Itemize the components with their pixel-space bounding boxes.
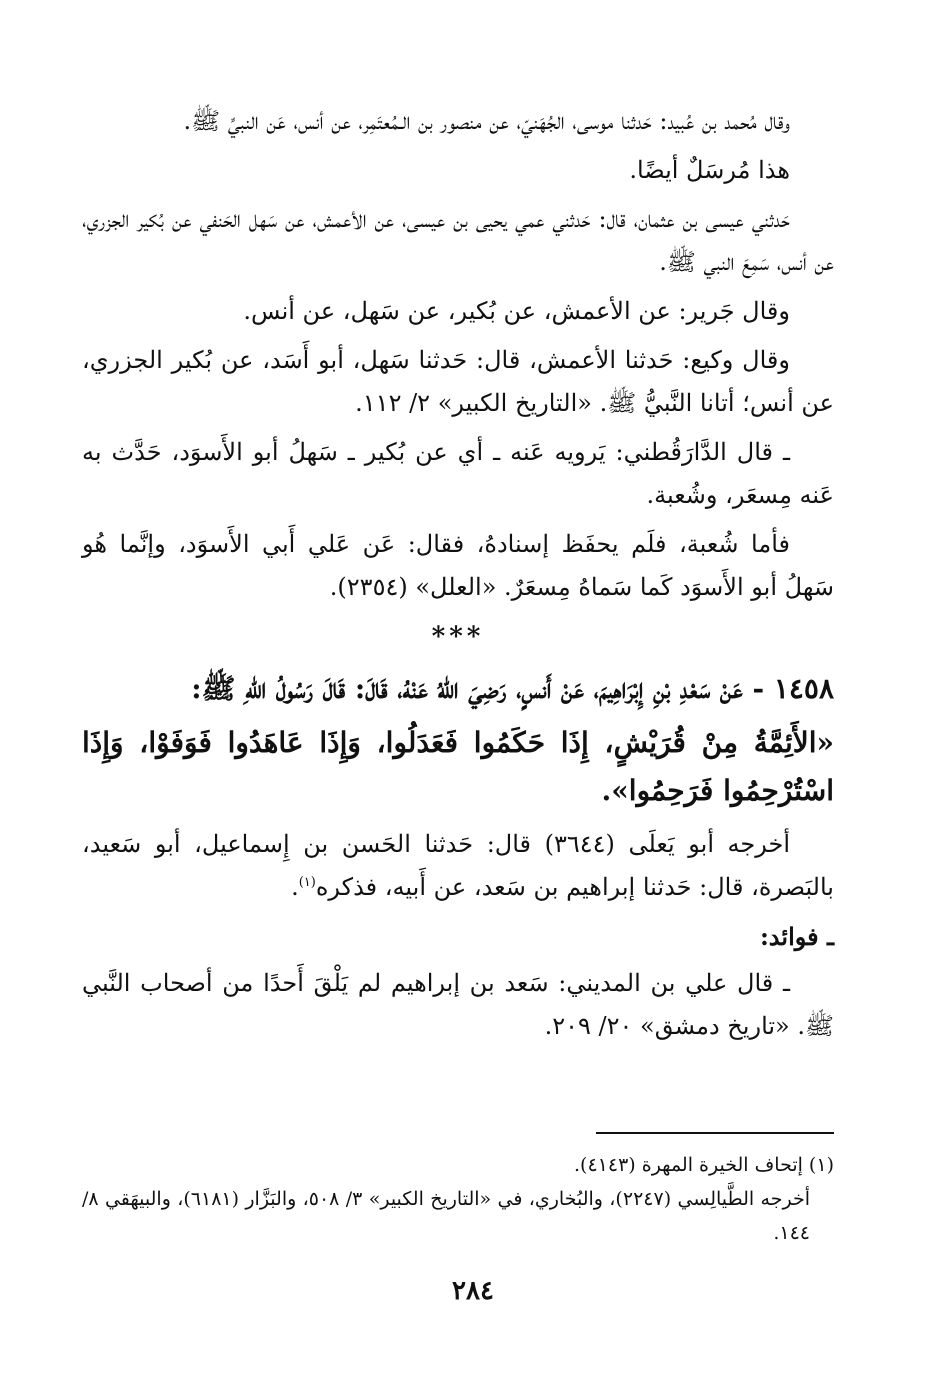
- paragraph-narration-4: وقال وكيع: حَدثنا الأعمش، قال: حَدثنا سَهل، أبو أَسَد، عن بُكير الجزري، عن أنس؛ أتانا النَّبيُّ ﷺ. «التاريخ الكبير» ٢/ ١١٢.: [82, 346, 834, 417]
- footnote-1: (١) إتحاف الخيرة المهرة (٤١٤٣).: [574, 1154, 834, 1176]
- page-number: ٢٨٤: [452, 1276, 494, 1306]
- hadith-text: «الأَئِمَّةُ مِنْ قُرَيْشٍ، إِذَا حَكَمُوا فَعَدَلُوا، وَإِذَا عَاهَدُوا فَوَفَوْا، وَإِذَا اسْتُرْحِمُوا فَرَحِمُوا».: [82, 726, 834, 807]
- footnote-divider: [596, 1132, 834, 1134]
- footnotes: [82, 1148, 834, 1250]
- paragraph-daraqutni: ـ قال الدَّارَقُطني: يَرويه عَنه ـ أي عن بُكير ـ سَهلُ أبو الأَسوَد، حَدَّث به عَنه مِسعَر، وشُعبة.: [82, 438, 834, 509]
- takhrij-end: .: [291, 873, 299, 901]
- section-separator: ***: [431, 622, 485, 652]
- paragraph-narration-1: وقال مُحمد بن عُبيد: حَدثنا موسى، الجُهَنيّ، عن منصور بن الـمُعتَمِر، عن أنس، عَن النبيِّ ﷺ.: [183, 107, 790, 135]
- page-body: [82, 100, 834, 1054]
- benefits-text: ـ قال علي بن المديني: سَعد بن إبراهيم لم يَلْقَ أَحدًا من أصحاب النَّبي ﷺ. «تاريخ دمشق» ٢٠/ ٢٠٩.: [82, 969, 834, 1040]
- paragraph-shuba: فأما شُعبة، فلَم يحفَظ إسنادهُ، فقال: عَن عَلي أَبي الأَسوَد، وإنَّما هُو سَهلُ أبو الأَسوَد كَما سَماهُ مِسعَرٌ. «العلل» (٢٣٥٤).: [82, 530, 834, 601]
- takhrij-paragraph: [82, 823, 834, 909]
- takhrij-text: أخرجه أبو يَعلَى (٣٦٤٤) قال: حَدثنا الحَسن بن إِسماعيل، أبو سَعيد، بالبَصرة، قال: حَدثنا إبراهيم بن سَعد، عن أَبيه، فذكره: [82, 830, 834, 901]
- benefits-heading: ـ فوائد:: [759, 922, 834, 951]
- paragraph-mursal-note: هذا مُرسَلٌ أيضًا.: [629, 156, 790, 184]
- hadith-intro: ١٤٥٨ - عَنْ سَعْدِ بْنِ إِبْرَاهِيمَ، عَنْ أَنسٍ، رَضِيَ اللهُ عَنْهُ، قَالَ: قَالَ رَسُولُ اللهِ ﷺ:: [191, 672, 834, 705]
- paragraph-narration-3: وقال جَرير: عن الأعمش، عن بُكير، عن سَهل، عن أنس.: [243, 297, 790, 325]
- paragraph-narration-2: حَدثني عيسى بن عثمان، قال: حَدثني عمي يحيى بن عيسى، عن الأعمش، عن سَهل الحَنفي عن بُكير الجزري، عن أنس، سَمِعَ النبي ﷺ.: [82, 205, 834, 276]
- footnote-1-continuation: أخرجه الطَّيالِسي (٢٢٤٧)، والبُخاري، في «التاريخ الكبير» ٣/ ٥٠٨، والبَزَّار (٦١٨١)، والبيهَقي ٨/ ١٤٤.: [82, 1188, 810, 1244]
- footnote-marker: (١): [298, 875, 316, 890]
